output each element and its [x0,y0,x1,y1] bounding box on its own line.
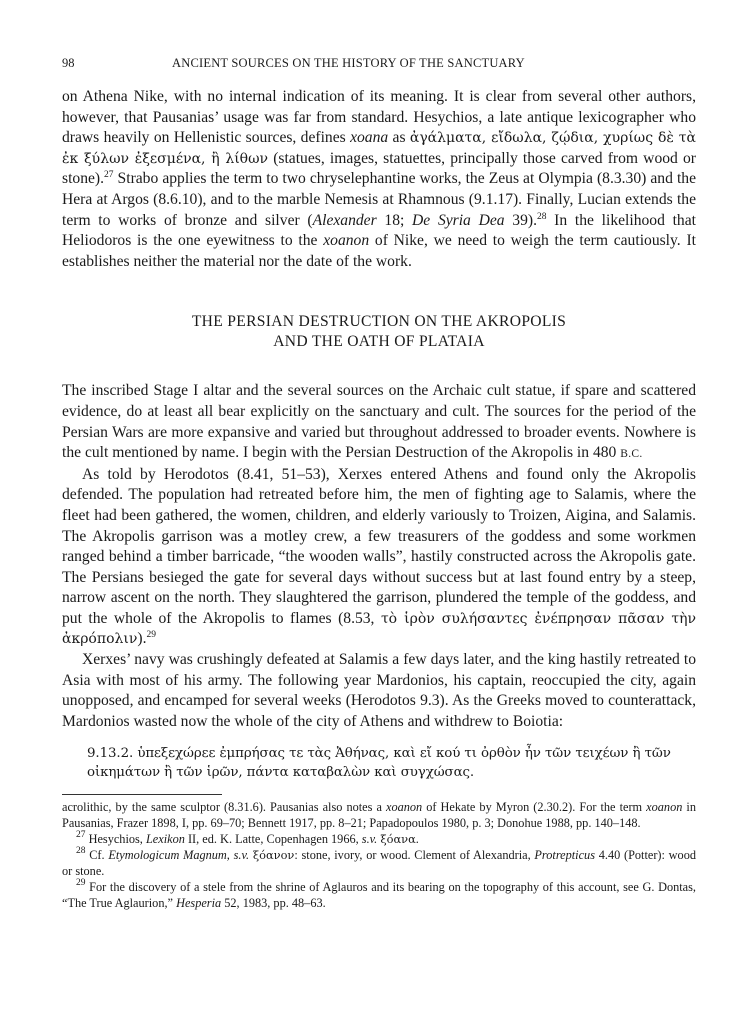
footnote-ref-27: 27 [104,170,114,181]
footnote-28: $^{28}$ Cf. Etymologicum Magnum, s.v. ξόανον: stone, ivory, or wood. Clement of Alexandria, Protrepticus 4.40 (Potter): wood or stone. [62,846,696,879]
paragraph-persian-wars-intro: The inscribed Stage I altar and the several sources on the Archaic cult statue, if spare and scattered evidence, do at least all bear explicitly on the sanctuary and cult. The sources for the period of the Persian Wars are more expansive and varied but throughout addressed to broader events. Nowhere is the cult mentioned by name. I begin with the Persian Destruction of the Akropolis in 480 B.C. [62,382,696,462]
paragraph-herodotos-account: As told by Herodotos (8.41, 51–53), Xerxes entered Athens and found only the Akropolis defended. The population had retreated before him, the men of fighting age to Salamis, where the fleet had been gathered, the women, children, and elderly variously to Troizen, Aigina, and Salamis. The Akropolis garrison was a motley crew, a few treasurers of the goddess and some workmen ranged behind a timber barricade, “the wooden walls”, hastily constructed across the Akropolis gate. The Persians besieged the gate for several days without success but at last found entry by a steep, narrow ascent on the north. They slaughtered the garrison, plundered the temple of the goddess, and put the whole of the Akropolis to flames (8.53, τὸ ἱρὸν συλήσαντες ἐνέπρησαν πᾶσαν τὴν ἀκρόπολιν).$^{29}$ [62,465,696,648]
page-header [62,52,696,74]
footnotes [62,799,696,911]
paragraph-mardonios: Xerxes’ navy was crushingly defeated at Salamis a few days later, and the king hastily retreated to Asia with most of his army. The following year Mardonios, his captain, reoccupied the city, again unopposed, and encamped for several weeks (Herodotos 9.3). As the Greeks moved to counterattack, Mardonios wasted now the whole of the city of Athens and withdrew to Boiotia: [62,651,696,730]
footnote-continuation: acrolithic, by the same sculptor (8.31.6). Pausanias also notes a xoanon of Hekate by Myron (2.30.2). For the term xoanon in Pausanias, Frazer 1898, I, pp. 69–70; Bennett 1917, pp. 8–21; Papadopoulos 1980, p. 3; Donohue 1988, pp. 140–148. [62,800,696,831]
footnote-29: $^{29}$ For the discovery of a stele from the shrine of Aglauros and its bearing on the topography of this account, see G. Dontas, “The True Aglaurion,” Hesperia 52, 1983, pp. 48–63. [62,878,696,911]
footnote-27: $^{27}$ Hesychios, Lexikon II, ed. K. Latte, Copenhagen 1966, s.v. ξόανα. [76,830,419,847]
greek-quote: ἀγάλματα, εἴδωλα, ζῴδια, χυρίως δὲ τὰ ἐκ ξύλων ἐξεσμένα, ἢ λίθων [62,130,696,167]
main-text [62,87,696,782]
greek-quote: τὸ ἱρὸν συλήσαντες ἐνέπρησαν πᾶσαν τὴν ἀκρόπολιν [62,610,696,648]
greek-block-quote: 9.13.2. ὑπεξεχώρεε ἐμπρήσας τε τὰς Ἀθήνας, καὶ εἴ κού τι ὀρθὸν ἦν τῶν τειχέων ἢ τῶν οἰκημάτων ἢ τῶν ἱρῶν, πάντα καταβαλὼν καὶ συγχώσας. [87,746,671,781]
running-head: ANCIENT SOURCES ON THE HISTORY OF THE SANCTUARY [172,56,525,70]
section-heading: THE PERSIAN DESTRUCTION ON THE AKROPOLIS AND THE OATH OF PLATAIA [191,313,567,351]
footnote-divider [62,794,222,795]
footnote-ref-28: 28 [536,211,547,222]
footnote-ref-29: 29 [146,630,156,641]
page-number: 98 [62,56,75,70]
page [62,52,696,911]
paragraph-nike-xoanon: on Athena Nike, with no internal indication of its meaning. It is clear from several other authors, however, that Pausanias’ usage was far from standard. Hesychios, a late antique lexicographer who draws heavily on Hellenistic sources, defines xoana as ἀγάλματα, εἴδωλα, ζῴδια, χυρίως δὲ τὰ ἐκ ξύλων ἐξεσμένα, ἢ λίθων (statues, images, statuettes, principally those carved from wood or stone).$^{27}$ Strabo applies the term to two chryselephantine works, the Zeus at Olympia (8.3.30) and the Hera at Argos (8.6.10), and to the marble Nemesis at Rhamnous (9.1.17). Finally, Lucian extends the term to works of bronze and silver (Alexander 18; De Syria Dea 39).$^{28}$ In the likelihood that Heliodoros is the one eyewitness to the xoanon of Nike, we need to weigh the term cautiously. It establishes neither the material nor the date of the work. [62,88,696,270]
